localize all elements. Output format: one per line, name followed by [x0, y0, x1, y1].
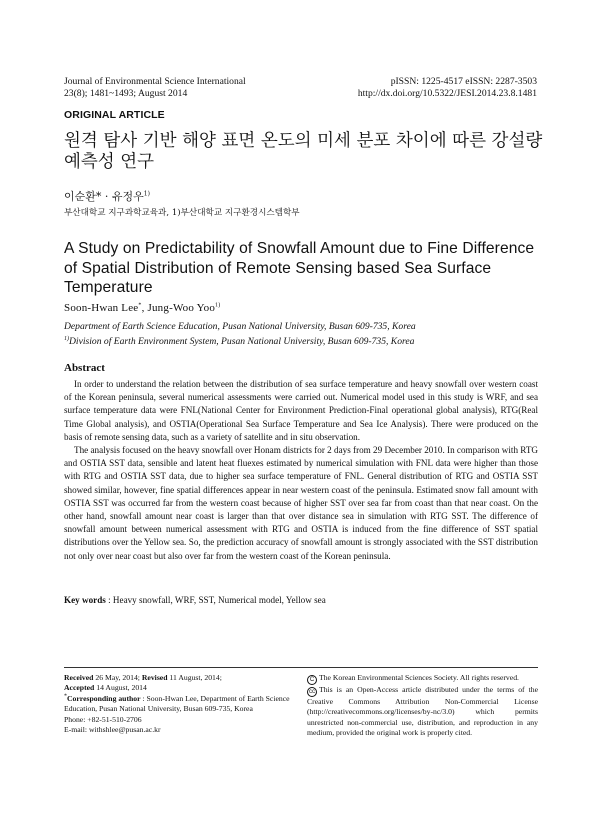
journal-name: Journal of Environmental Science International — [64, 76, 246, 87]
abstract-body — [64, 378, 538, 563]
doi-link[interactable]: http://dx.doi.org/10.5322/JESI.2014.23.8.1481 — [357, 88, 537, 99]
affiliation-1: Department of Earth Science Education, Pusan National University, Busan 609-735, Korea — [64, 321, 416, 332]
footer-divider — [64, 667, 538, 668]
keywords-text: : Heavy snowfall, WRF, SST, Numerical model, Yellow sea — [105, 595, 326, 605]
affiliation-2-line — [64, 335, 416, 350]
corresponding-sup: * — [64, 693, 67, 700]
article-type: ORIGINAL ARTICLE — [64, 109, 165, 121]
accepted-label: Accepted — [64, 683, 95, 693]
author-1-sup: * — [138, 302, 142, 309]
footer-license — [307, 673, 538, 739]
dates-line-2 — [64, 683, 294, 693]
license-line — [307, 685, 538, 739]
revised-label: Revised — [141, 673, 168, 682]
journal-header-right — [358, 76, 537, 100]
english-title: A Study on Predictability of Snowfall Amount due to Fine Difference of Spatial Distribution of Remote Sensing based Sea Surface Temperature — [64, 240, 535, 296]
author-2-sup: 1) — [215, 302, 221, 309]
copyright-line — [307, 673, 538, 685]
creative-commons-icon: cc — [309, 689, 315, 695]
corresponding-author — [64, 694, 294, 715]
korean-affiliation: 부산대학교 지구과학교육과, 1)부산대학교 지구환경시스템학부 — [64, 208, 300, 218]
keywords — [64, 595, 326, 605]
copyright-text: The Korean Environmental Sciences Society. All rights reserved. — [319, 673, 519, 682]
journal-volume: 23(8); 1481~1493; August 2014 — [64, 88, 188, 99]
issn: pISSN: 1225-4517 eISSN: 2287-3503 — [390, 76, 537, 87]
korean-author-sup: 1) — [143, 190, 150, 198]
accepted-date: 14 August, 2014 — [94, 683, 147, 693]
keywords-label: Key words — [64, 595, 106, 605]
author-1: Soon-Hwan Lee — [64, 302, 139, 314]
korean-title: 원격 탐사 기반 해양 표면 온도의 미세 분포 차이에 따른 강설량 예측성 연구 — [64, 131, 543, 172]
phone: Phone: +82-51-510-2706 — [64, 714, 142, 724]
english-affiliations — [64, 320, 416, 349]
abstract-heading: Abstract — [64, 362, 105, 374]
affiliation-2: Division of Earth Environment System, Pusan National University, Busan 609-735, Korea — [69, 335, 415, 347]
abstract-paragraph-2: The analysis focused on the heavy snowfall over Honam districts for 2 days from 29 December 2010. In comparison with RTG and OSTIA SST data, sensible and latent heat fluexes estimated by numerical simulation with FNL data were higher than those with RTG and OSTIA SST data, due to higher sea surface temperature of FNL. General distribution of RTG and OSTIA SST showed similar, however, fine spatial differences appear in near western coast of the peninsula. Estimated snow fall amount with OSTIA SST was occurred far from the western coast because of higher SST over sea far from coast than that near coast. On the other hand, snowfall amount near coast is larger than that over distance sea in simulation with RTG SST. The difference of snowfall amount between numerical assessment with RTG and OSTIA is induced from the fine difference of SST spatial distributions over the Yellow sea. So, the prediction accuracy of snowfall amount is strongly associated with the SST distribution not only over near coast but also over far from the western coast of the Korean peninsula. — [64, 445, 538, 561]
copyright-icon: C — [307, 675, 317, 685]
korean-author-names: 이순환* · 유정우 — [64, 190, 144, 203]
email[interactable]: E-mail: withshlee@pusan.ac.kr — [64, 725, 161, 735]
revised-date: 11 August, 2014; — [167, 673, 222, 682]
author-2: , Jung-Woo Yoo — [141, 302, 216, 314]
dates-line-1 — [64, 673, 294, 683]
received-date: 26 May, 2014; — [93, 673, 142, 682]
korean-authors — [64, 188, 150, 204]
license-text: This is an Open-Access article distributed under the terms of the Creative Commons Attribution Non-Commercial License (http://creativecommons.org/licenses/by-nc/3.0) which permits unrestricted non-commercial use, distribution, and reproduction in any medium, provided the original work is properly cited. — [307, 685, 538, 738]
footer-article-info — [64, 673, 294, 735]
corresponding-text: : Soon-Hwan Lee, Department of Earth Science Education, Pusan National University, Busan 609-735, Korea — [64, 693, 290, 714]
journal-header-left — [64, 76, 246, 100]
abstract-paragraph-1: In order to understand the relation between the distribution of sea surface temperature and heavy snowfall over western coast of the Korean peninsula, several numerical assessments were carried out. Numerical model used in this study is WRF, and sea surface temperature data were FNL(National Center for Environment Prediction-Final operational global analysis), RTG(Real Time Global analysis), and OSTIA(Operational Sea Surface Temperature and Sea Ice Analysis). There were produced on the basis of remote sensing data, such as a variety of satellite and in situ observation. — [64, 379, 538, 442]
corresponding-label: Corresponding author — [67, 693, 141, 703]
english-authors — [64, 302, 220, 314]
affiliation-2-sup: 1) — [64, 335, 69, 342]
received-label: Received — [64, 673, 94, 682]
